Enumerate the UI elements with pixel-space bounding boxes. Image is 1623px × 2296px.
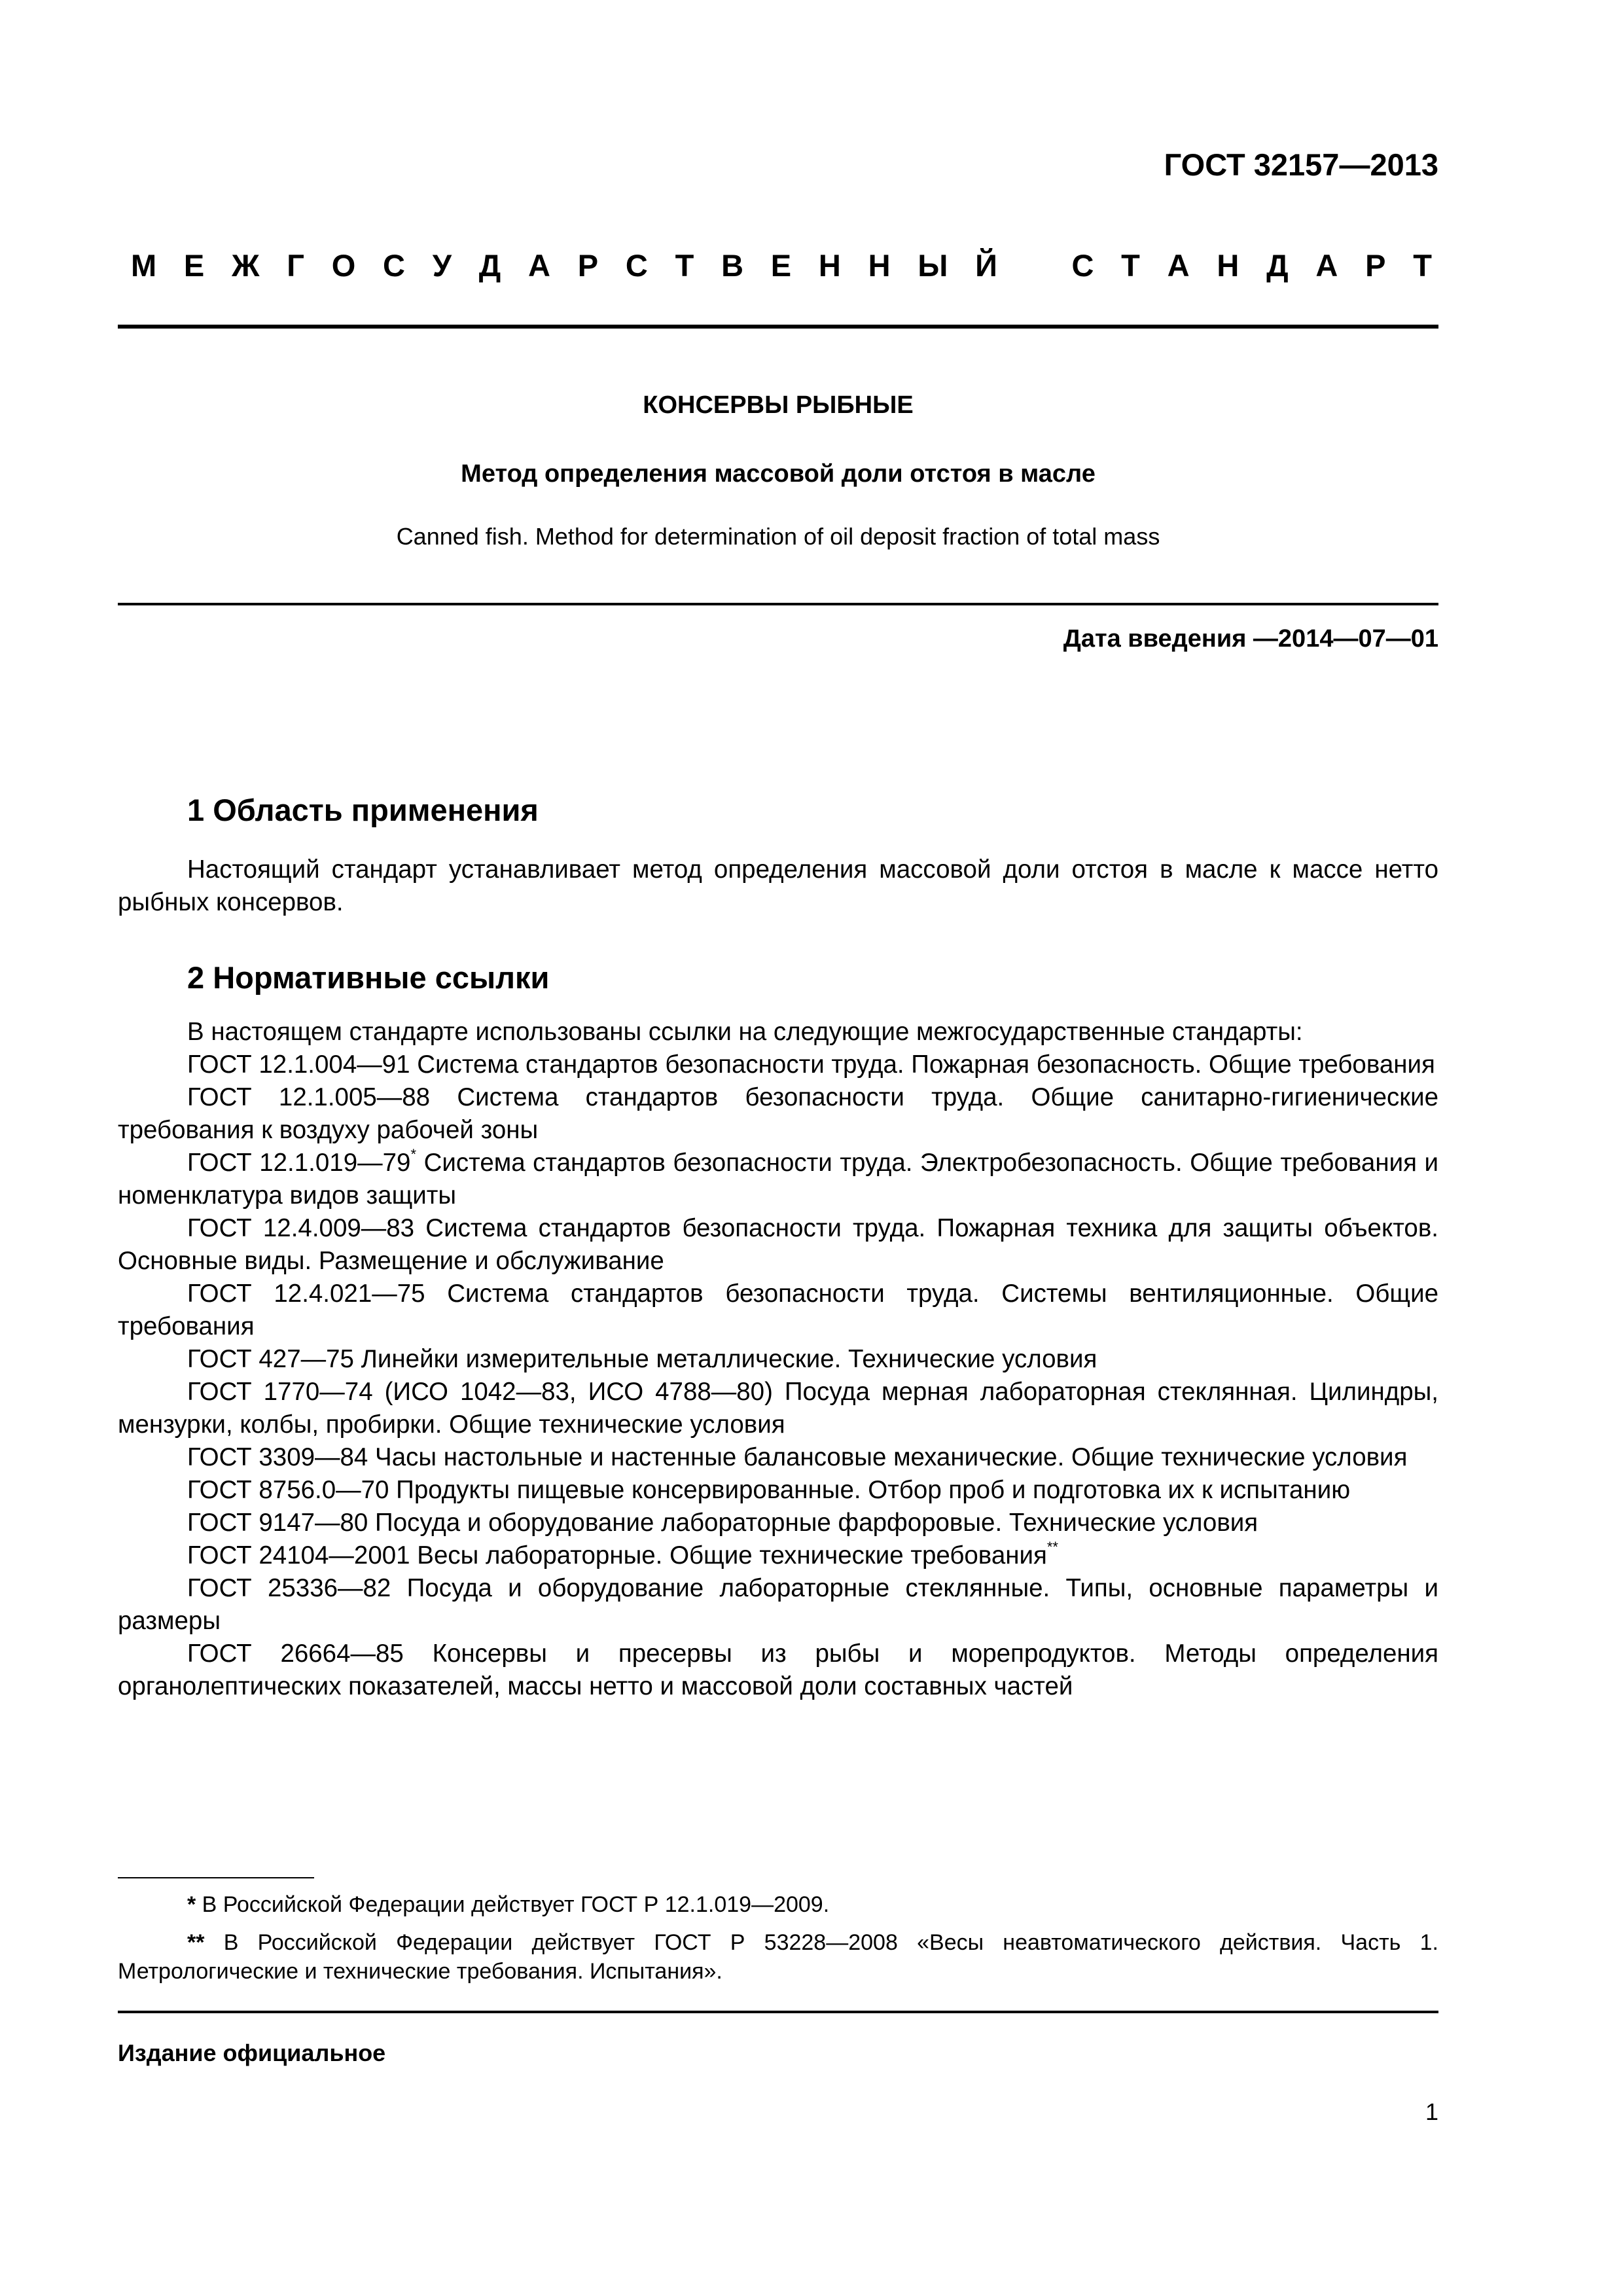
heading-letter: Е — [183, 248, 205, 283]
heading-letter: Н — [868, 248, 891, 283]
heading-letter: Д — [1266, 248, 1289, 283]
heading-letter: Г — [287, 248, 304, 283]
header-divider — [118, 325, 1438, 329]
reference-item — [118, 1539, 1438, 1572]
section-1-paragraph: Настоящий стандарт устанавливает метод определения массовой доли отстоя в масле к массе нетто рыбных консервов. — [118, 855, 1438, 916]
reference-title: Система стандартов безопасности труда. Электробезопасность. Общие требования и номенклатура видов защиты — [118, 1149, 1439, 1210]
document-title: КОНСЕРВЫ РЫБНЫЕ — [643, 391, 914, 419]
page-number: 1 — [1425, 2098, 1438, 2125]
footnote-mark: ** — [187, 1930, 205, 1955]
footnotes — [118, 1890, 1438, 1995]
heading-letter: У — [432, 248, 452, 283]
section-1-body — [118, 853, 1438, 919]
reference-item: ГОСТ 12.1.005—88 Система стандартов безопасности труда. Общие санитарно-гигиенические требования к воздуху рабочей зоны — [118, 1083, 1438, 1144]
footnote-item — [118, 1928, 1438, 1986]
heading-letter: Й — [975, 248, 997, 283]
footnote-item — [118, 1890, 1438, 1919]
heading-letter: Ж — [232, 248, 260, 283]
heading-letter: Р — [1365, 248, 1386, 283]
heading-letter: Р — [577, 248, 599, 283]
title-divider — [118, 603, 1438, 605]
heading-letter: Н — [1217, 248, 1240, 283]
reference-item: ГОСТ 12.4.021—75 Система стандартов безопасности труда. Системы вентиляционные. Общие требования — [118, 1280, 1438, 1340]
heading-letter: Д — [478, 248, 501, 283]
section-2-intro: В настоящем стандарте использованы ссылки на следующие межгосударственные стандарты: — [187, 1018, 1303, 1046]
heading-letter: А — [528, 248, 550, 283]
heading-letter: Н — [818, 248, 841, 283]
reference-item: ГОСТ 8756.0—70 Продукты пищевые консервированные. Отбор проб и подготовка их к испытанию — [187, 1476, 1351, 1504]
heading-letter: А — [1315, 248, 1338, 283]
footnote-text: В Российской Федерации действует ГОСТ Р 53228—2008 «Весы неавтоматического действия. Часть 1. Метрологические и технические требования. Испытания». — [118, 1930, 1438, 1984]
heading-letter: Ы — [918, 248, 948, 283]
reference-item — [118, 1147, 1438, 1212]
footer-divider — [118, 2011, 1438, 2013]
reference-item: ГОСТ 26664—85 Консервы и пресервы из рыбы и морепродуктов. Методы определения органолептических показателей, массы нетто и массовой доли составных частей — [118, 1640, 1438, 1700]
reference-item: ГОСТ 12.1.004—91 Система стандартов безопасности труда. Пожарная безопасность. Общие требования — [187, 1050, 1435, 1079]
heading-letter: Е — [770, 248, 792, 283]
reference-code: ГОСТ 24104—2001 Весы лабораторные. Общие технические требования — [187, 1541, 1047, 1570]
footnote-mark: * — [187, 1892, 196, 1917]
heading-letter: М — [131, 248, 157, 283]
reference-item: ГОСТ 25336—82 Посуда и оборудование лабораторные стеклянные. Типы, основные параметры и размеры — [118, 1574, 1438, 1635]
section-2-body — [118, 1016, 1438, 1703]
footnote-text: В Российской Федерации действует ГОСТ Р 12.1.019—2009. — [196, 1892, 830, 1917]
introduction-date: Дата введения —2014—07—01 — [1063, 625, 1438, 653]
heading-letter: С — [625, 248, 648, 283]
heading-letter: Т — [1413, 248, 1432, 283]
reference-item: ГОСТ 427—75 Линейки измерительные металлические. Технические условия — [187, 1345, 1097, 1373]
reference-item: ГОСТ 12.4.009—83 Система стандартов безопасности труда. Пожарная техника для защиты объектов. Основные виды. Размещение и обслуживание — [118, 1214, 1438, 1275]
edition-label: Издание официальное — [118, 2039, 386, 2066]
heading-letter: О — [331, 248, 356, 283]
document-subtitle: Метод определения массовой доли отстоя в масле — [461, 460, 1096, 488]
reference-item: ГОСТ 3309—84 Часы настольные и настенные балансовые механические. Общие технические условия — [187, 1443, 1408, 1471]
standard-kind-heading — [131, 247, 1432, 283]
footnote-mark: * — [410, 1146, 416, 1162]
section-1-heading: 1 Область применения — [187, 793, 539, 827]
heading-letter: А — [1167, 248, 1190, 283]
heading-letter: В — [721, 248, 744, 283]
heading-letter: С — [383, 248, 405, 283]
heading-letter: Т — [675, 248, 694, 283]
reference-item: ГОСТ 9147—80 Посуда и оборудование лабораторные фарфоровые. Технические условия — [187, 1509, 1258, 1537]
heading-letter: С — [1071, 248, 1094, 283]
english-title: Canned fish. Method for determination of oil deposit fraction of total mass — [396, 523, 1160, 550]
footnote-mark: ** — [1046, 1539, 1058, 1555]
reference-code: ГОСТ 12.1.019—79 — [187, 1149, 411, 1177]
standard-code: ГОСТ 32157—2013 — [1164, 147, 1438, 182]
heading-letter: Т — [1121, 248, 1140, 283]
word-gap — [1025, 247, 1044, 283]
section-2-heading: 2 Нормативные ссылки — [187, 960, 550, 995]
footnote-divider — [118, 1877, 314, 1878]
reference-item: ГОСТ 1770—74 (ИСО 1042—83, ИСО 4788—80) Посуда мерная лабораторная стеклянная. Цилиндры, мензурки, колбы, пробирки. Общие технические условия — [118, 1378, 1438, 1439]
